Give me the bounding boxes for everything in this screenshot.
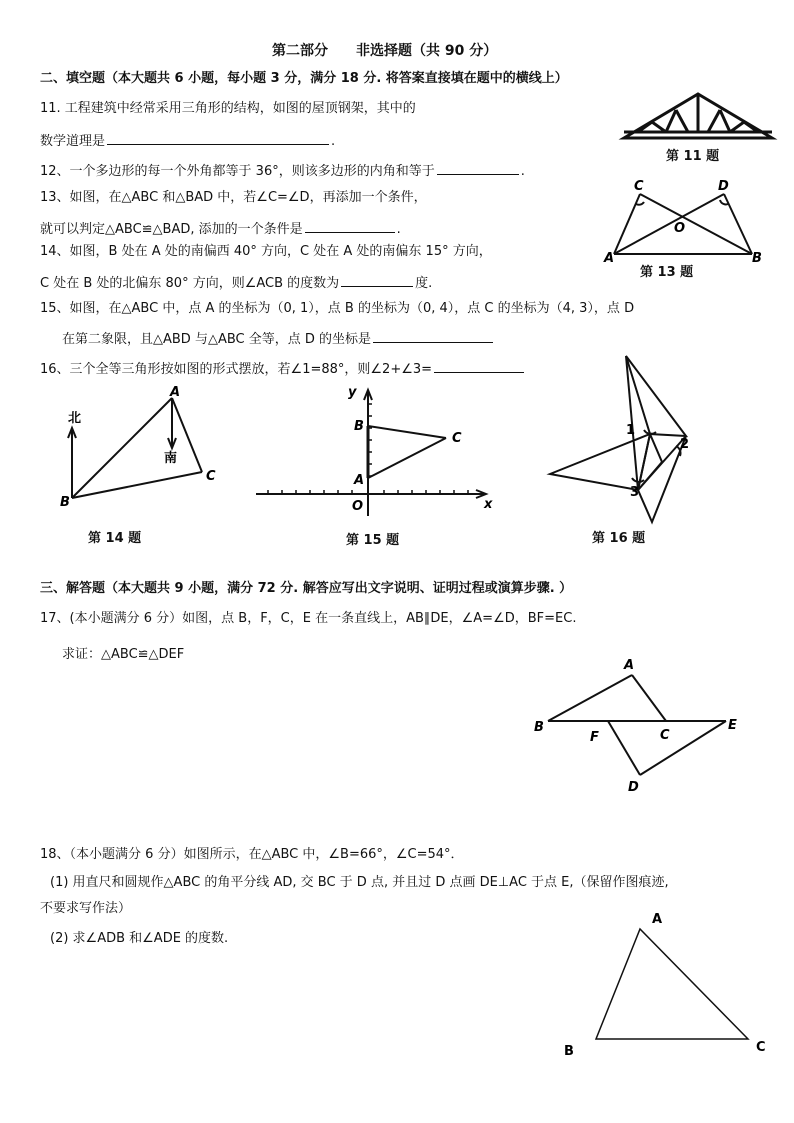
q18-part1-line1: (1) 用直尺和圆规作△ABC 的角平分线 AD, 交 BC 于 D 点, 并且过 D 点画 DE⊥AC 于点 E,（保留作图痕迹, [50,875,669,890]
fig17-label-c: C [660,728,670,743]
fig17-triangles [530,655,750,795]
fig15-label-x: x [484,497,493,512]
q15-answer-blank[interactable] [373,328,493,343]
fig15-label-o: O [352,499,364,514]
fig17-label-f: F [590,730,599,745]
fig13-triangles [600,176,770,266]
q18-part2: (2) 求∠ADB 和∠ADE 的度数. [50,931,229,946]
fig18-label-b: B [564,1044,574,1059]
q13-line2 [40,218,401,239]
fig16-angle-3: 3 [630,485,640,500]
fig14-north-label: 北 [68,411,82,426]
fig14-direction-diagram [56,384,226,514]
q14-line2 [40,272,432,293]
fig18-label-c: C [756,1040,766,1055]
fig17-label-d: D [628,780,639,795]
fig15-label-c: C [452,431,462,446]
fig16-caption: 第 16 题 [592,531,646,546]
fig16-angle-2: 2 [680,437,690,452]
fig13-label-d: D [718,179,729,194]
q12-line [40,160,525,181]
fig15-caption: 第 15 题 [346,533,400,548]
q11-end: . [331,134,336,149]
q13-end: . [396,222,401,237]
page-title: 第二部分 非选择题（共 90 分） [272,43,498,59]
fig13-label-o: O [674,221,686,236]
q12-end: . [520,164,525,179]
fig14-label-c: C [206,469,216,484]
q11-answer-blank[interactable] [107,130,329,145]
q14-answer-blank[interactable] [341,272,413,287]
fig13-caption: 第 13 题 [640,265,694,280]
q16-answer-blank[interactable] [434,358,524,373]
fig17-label-b: B [534,720,544,735]
fig11-roof-truss [618,88,778,148]
q13-line1: 13、如图，在△ABC 和△BAD 中，若∠C=∠D，再添加一个条件， [40,190,427,205]
fig13-label-c: C [634,179,644,194]
q13-answer-blank[interactable] [305,218,395,233]
fig17-label-a: A [624,658,635,673]
q12-text: 12、一个多边形的每一个外角都等于 36°，则该多边形的内角和等于 [40,164,435,179]
q15-text: 在第二象限，且△ABD 与△ABC 全等，点 D 的坐标是 [62,332,372,347]
fig17-label-e: E [728,718,737,733]
q11-label: 数学道理是 [40,134,106,149]
fig14-caption: 第 14 题 [88,531,142,546]
q16-text: 16、三个全等三角形按如图的形式摆放，若∠1=88°，则∠2+∠3= [40,362,433,377]
fig18-triangle [556,905,776,1065]
fig15-label-a: A [354,473,365,488]
q18-part1-line2: 不要求写作法） [40,901,132,916]
fig14-label-a: A [170,385,181,400]
fig14-label-b: B [60,495,70,510]
fig13-label-b: B [752,251,762,266]
q14-end: 度. [415,276,433,291]
section2-heading: 二、填空题（本大题共 6 小题，每小题 3 分，满分 18 分. 将答案直接填在题中的横线上） [40,71,568,86]
q18-text: 18、（本小题满分 6 分）如图所示，在△ABC 中，∠B=66°，∠C=54°． [40,847,464,862]
q16-line [40,358,526,379]
q17-prove: 求证：△ABC≌△DEF [62,647,185,662]
q15-line2 [62,328,495,349]
q14-line1: 14、如图，B 处在 A 处的南偏西 40° 方向，C 处在 A 处的南偏东 15° 方向， [40,244,492,259]
fig16-angle-1: 1 [626,423,636,438]
q11-line2 [40,130,335,151]
fig14-south-label: 南 [164,451,178,466]
fig15-label-y: y [348,385,357,400]
fig16-three-triangles [540,350,740,530]
q11-line1: 11. 工程建筑中经常采用三角形的结构，如图的屋顶钢架，其中的 [40,101,416,116]
q14-text: C 处在 B 处的北偏东 80° 方向，则∠ACB 的度数为 [40,276,340,291]
fig15-label-b: B [354,419,364,434]
q17-text: 17、(本小题满分 6 分）如图，点 B，F，C，E 在一条直线上，AB∥DE，∠A=∠D，BF=EC. [40,611,577,626]
fig18-label-a: A [652,912,663,927]
q15-line1: 15、如图，在△ABC 中，点 A 的坐标为（0, 1），点 B 的坐标为（0, 4），点 C 的坐标为（4, 3），点 D [40,301,635,316]
q13-text: 就可以判定△ABC≌△BAD, 添加的一个条件是 [40,222,303,237]
section3-heading: 三、解答题（本大题共 9 小题，满分 72 分. 解答应写出文字说明、证明过程或演算步骤. ） [40,581,573,596]
fig15-coordinate-plane [250,384,500,524]
fig13-label-a: A [604,251,615,266]
q12-answer-blank[interactable] [437,160,519,175]
fig11-caption: 第 11 题 [666,149,720,164]
